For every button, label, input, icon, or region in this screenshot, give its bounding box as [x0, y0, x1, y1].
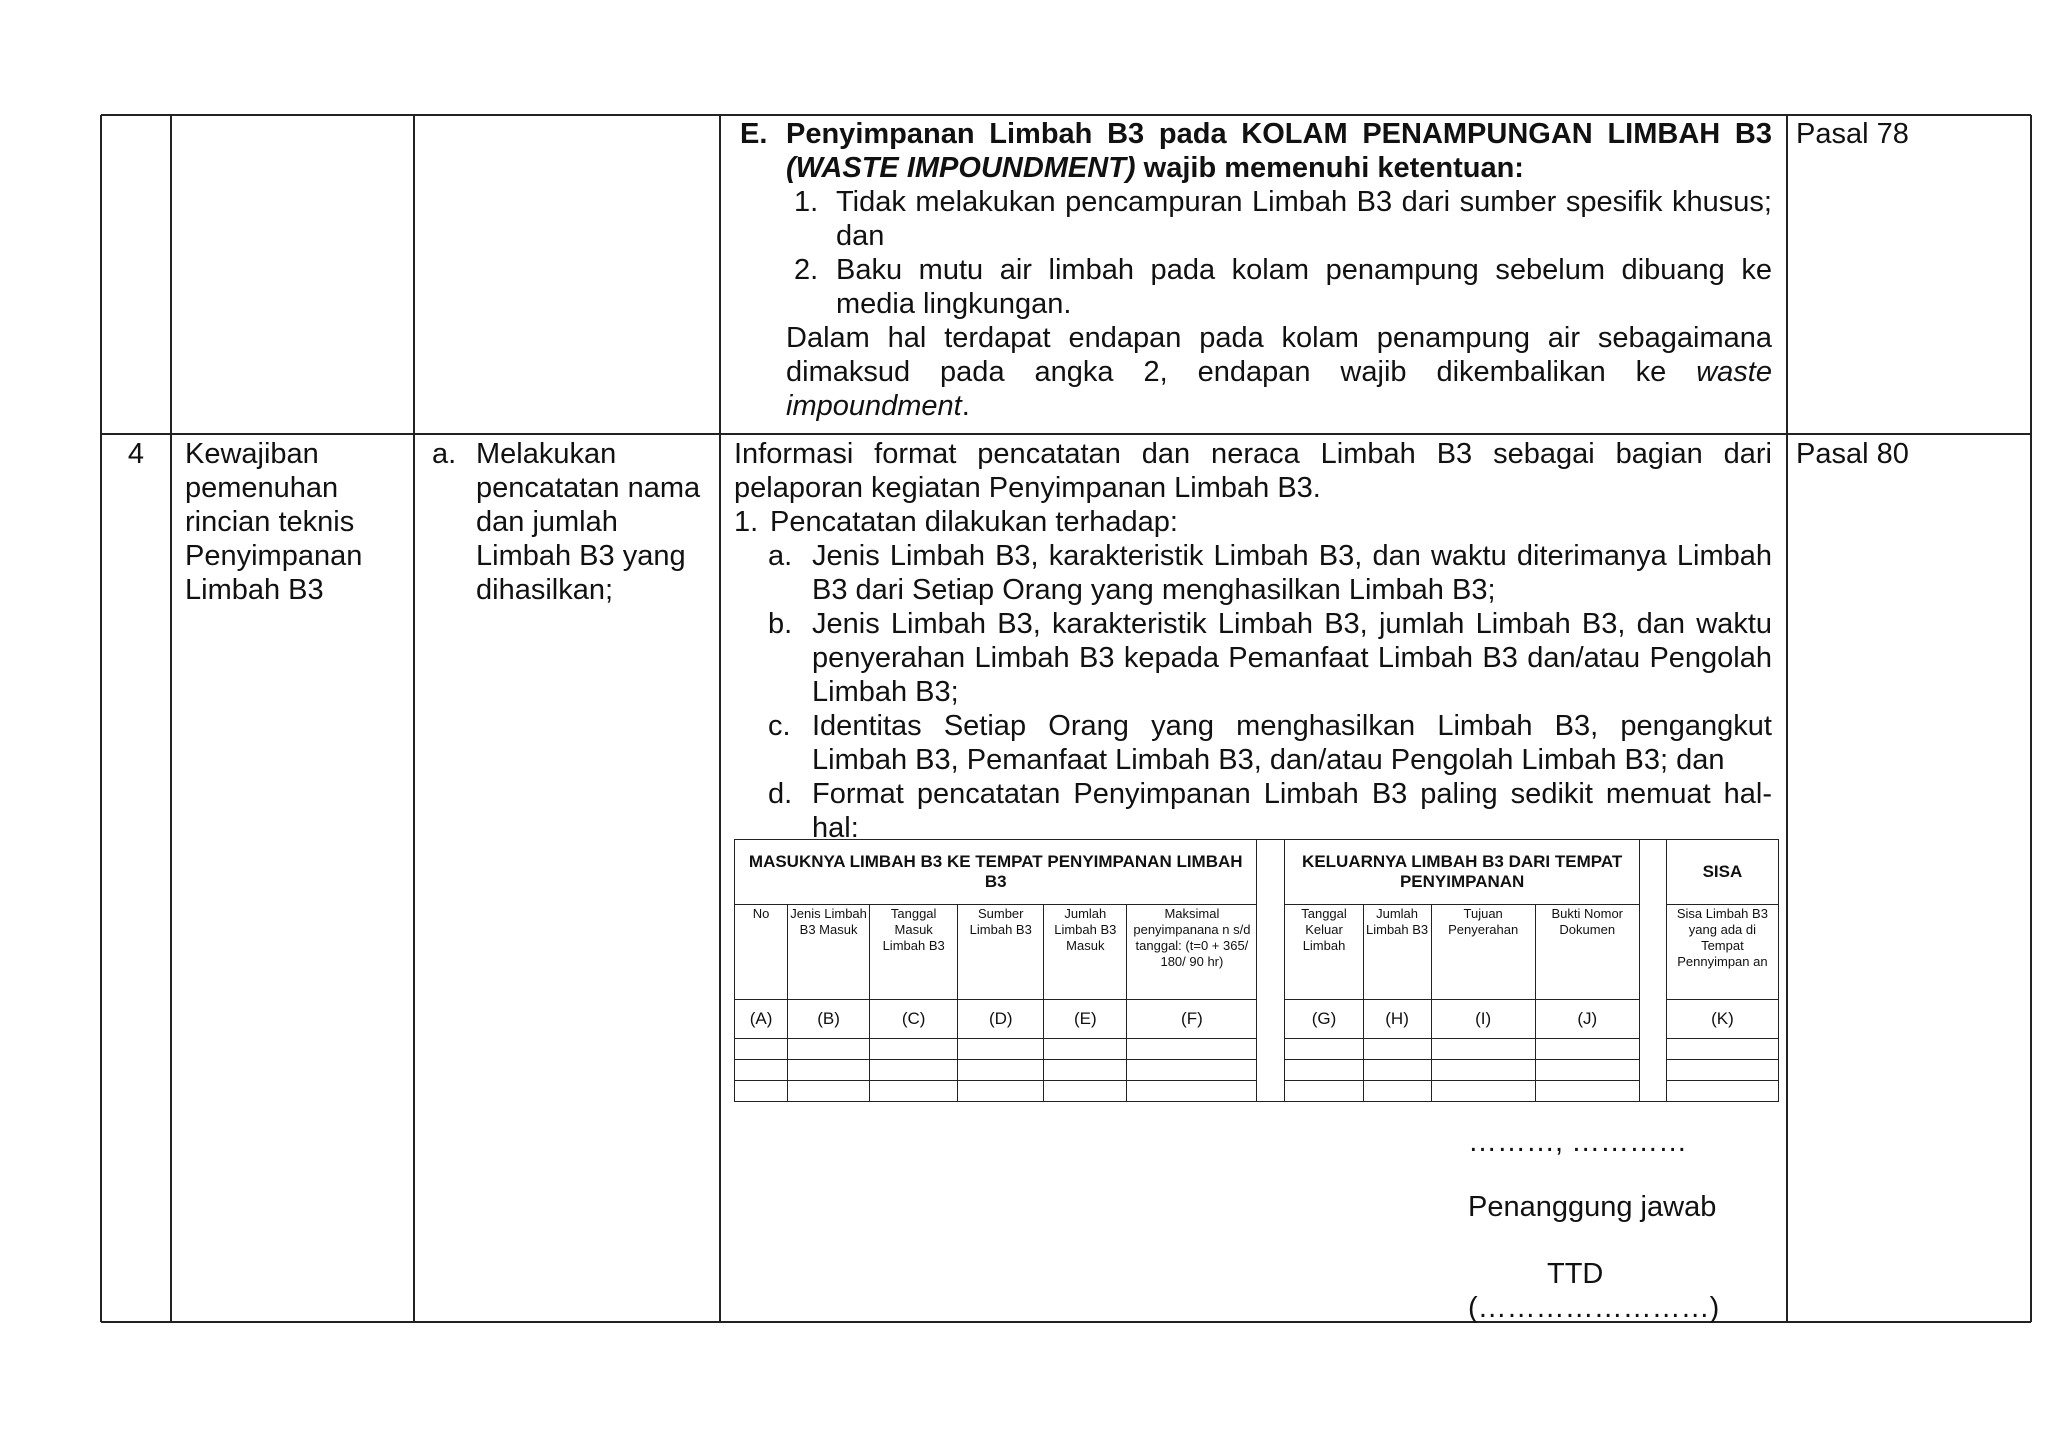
recording-subitems [734, 539, 1772, 845]
column-header: Maksimal penyimpanana n s/d tanggal: (t=0 + 365/ 180/ 90 hr) [1127, 905, 1257, 1000]
section-e-letter: E. [740, 118, 768, 150]
column-code: (I) [1431, 1000, 1535, 1039]
group-in-header: MASUKNYA LIMBAH B3 KE TEMPAT PENYIMPANAN LIMBAH B3 [735, 840, 1257, 905]
list-item: c. Identitas Setiap Orang yang menghasilkan Limbah B3, pengangkut Limbah B3, Pemanfaat Limbah B3, dan/atau Pengolah Limbah B3; dan [768, 710, 1772, 776]
column-header-row [735, 905, 1779, 1000]
empty-row [735, 1060, 1779, 1081]
column-code: (J) [1535, 1000, 1639, 1039]
reference-pasal-78: Pasal 78 [1796, 118, 1909, 150]
list-item: d. Format pencatatan Penyimpanan Limbah B3 paling sedikit memuat hal-hal: [768, 778, 1772, 844]
section-e-list [740, 185, 1772, 321]
column-code: (G) [1285, 1000, 1363, 1039]
column-header: Jumlah Limbah B3 [1363, 905, 1431, 1000]
obligation-text: Kewajiban pemenuhan rincian teknis Penyimpanan Limbah B3 [185, 438, 363, 606]
list-item: b. Jenis Limbah B3, karakteristik Limbah B3, jumlah Limbah B3, dan waktu penyerahan Limbah B3 kepada Pemanfaat Limbah B3 dan/atau Pengolah Limbah B3; [768, 608, 1772, 708]
spacer-column [1257, 840, 1285, 1102]
group-rest-header: SISA [1666, 840, 1778, 905]
section-e-heading-tail: wajib memenuhi ketentuan: [1143, 152, 1524, 184]
column-code: (F) [1127, 1000, 1257, 1039]
section-e-heading-italic: (WASTE IMPOUNDMENT) [786, 152, 1136, 184]
empty-row [735, 1081, 1779, 1102]
signature-ttd: TTD [1547, 1258, 1604, 1290]
column-header: Tanggal Keluar Limbah [1285, 905, 1363, 1000]
column-code: (K) [1666, 1000, 1778, 1039]
section-e-note: Dalam hal terdapat endapan pada kolam penampung air sebagaimana dimaksud pada angka 2, endapan wajib dikembalikan ke waste impoundment. [786, 322, 1772, 422]
row-number: 4 [127, 438, 145, 470]
list-item: 2. Baku mutu air limbah pada kolam penampung sebelum dibuang ke media lingkungan. [794, 254, 1772, 320]
column-code: (E) [1044, 1000, 1127, 1039]
column-header: Tanggal Masuk Limbah B3 [870, 905, 958, 1000]
signature-name: (……………………) [1468, 1292, 1720, 1324]
column-header: Bukti Nomor Dokumen [1535, 905, 1639, 1000]
recording-point: 1. Pencatatan dilakukan terhadap: [734, 506, 1178, 538]
column-header: No [735, 905, 788, 1000]
reference-pasal-80: Pasal 80 [1796, 438, 1909, 470]
record-format-table [734, 839, 1779, 1102]
column-code: (A) [735, 1000, 788, 1039]
group-out-header: KELUARNYA LIMBAH B3 DARI TEMPAT PENYIMPANAN [1285, 840, 1639, 905]
section-e [740, 117, 1772, 423]
signature-role: Penanggung jawab [1468, 1191, 1717, 1223]
column-code: (H) [1363, 1000, 1431, 1039]
column-code: (D) [958, 1000, 1044, 1039]
column-header: Sisa Limbah B3 yang ada di Tempat Pennyimpan an [1666, 905, 1778, 1000]
column-header: Sumber Limbah B3 [958, 905, 1044, 1000]
signature-place-date: ………, ………… [1468, 1126, 1688, 1158]
spacer-column [1639, 840, 1666, 1102]
list-item: 1. Tidak melakukan pencampuran Limbah B3 dari sumber spesifik khusus; dan [794, 186, 1772, 252]
column-code: (C) [870, 1000, 958, 1039]
section-e-heading: Penyimpanan Limbah B3 pada KOLAM PENAMPUNGAN LIMBAH B3 [786, 118, 1772, 150]
group-header-row [735, 840, 1779, 905]
column-code-row [735, 1000, 1779, 1039]
column-code: (B) [788, 1000, 870, 1039]
column-header: Jumlah Limbah B3 Masuk [1044, 905, 1127, 1000]
column-header: Jenis Limbah B3 Masuk [788, 905, 870, 1000]
column-header: Tujuan Penyerahan [1431, 905, 1535, 1000]
sub-requirement: a. Melakukan pencatatan nama dan jumlah Limbah B3 yang dihasilkan; [432, 438, 701, 606]
recording-intro: Informasi format pencatatan dan neraca Limbah B3 sebagai bagian dari pelaporan kegiatan Penyimpanan Limbah B3. [734, 438, 1772, 504]
list-item: a. Jenis Limbah B3, karakteristik Limbah B3, dan waktu diterimanya Limbah B3 dari Setiap Orang yang menghasilkan Limbah B3; [768, 540, 1772, 606]
empty-row [735, 1039, 1779, 1060]
recording-info [734, 437, 1772, 845]
